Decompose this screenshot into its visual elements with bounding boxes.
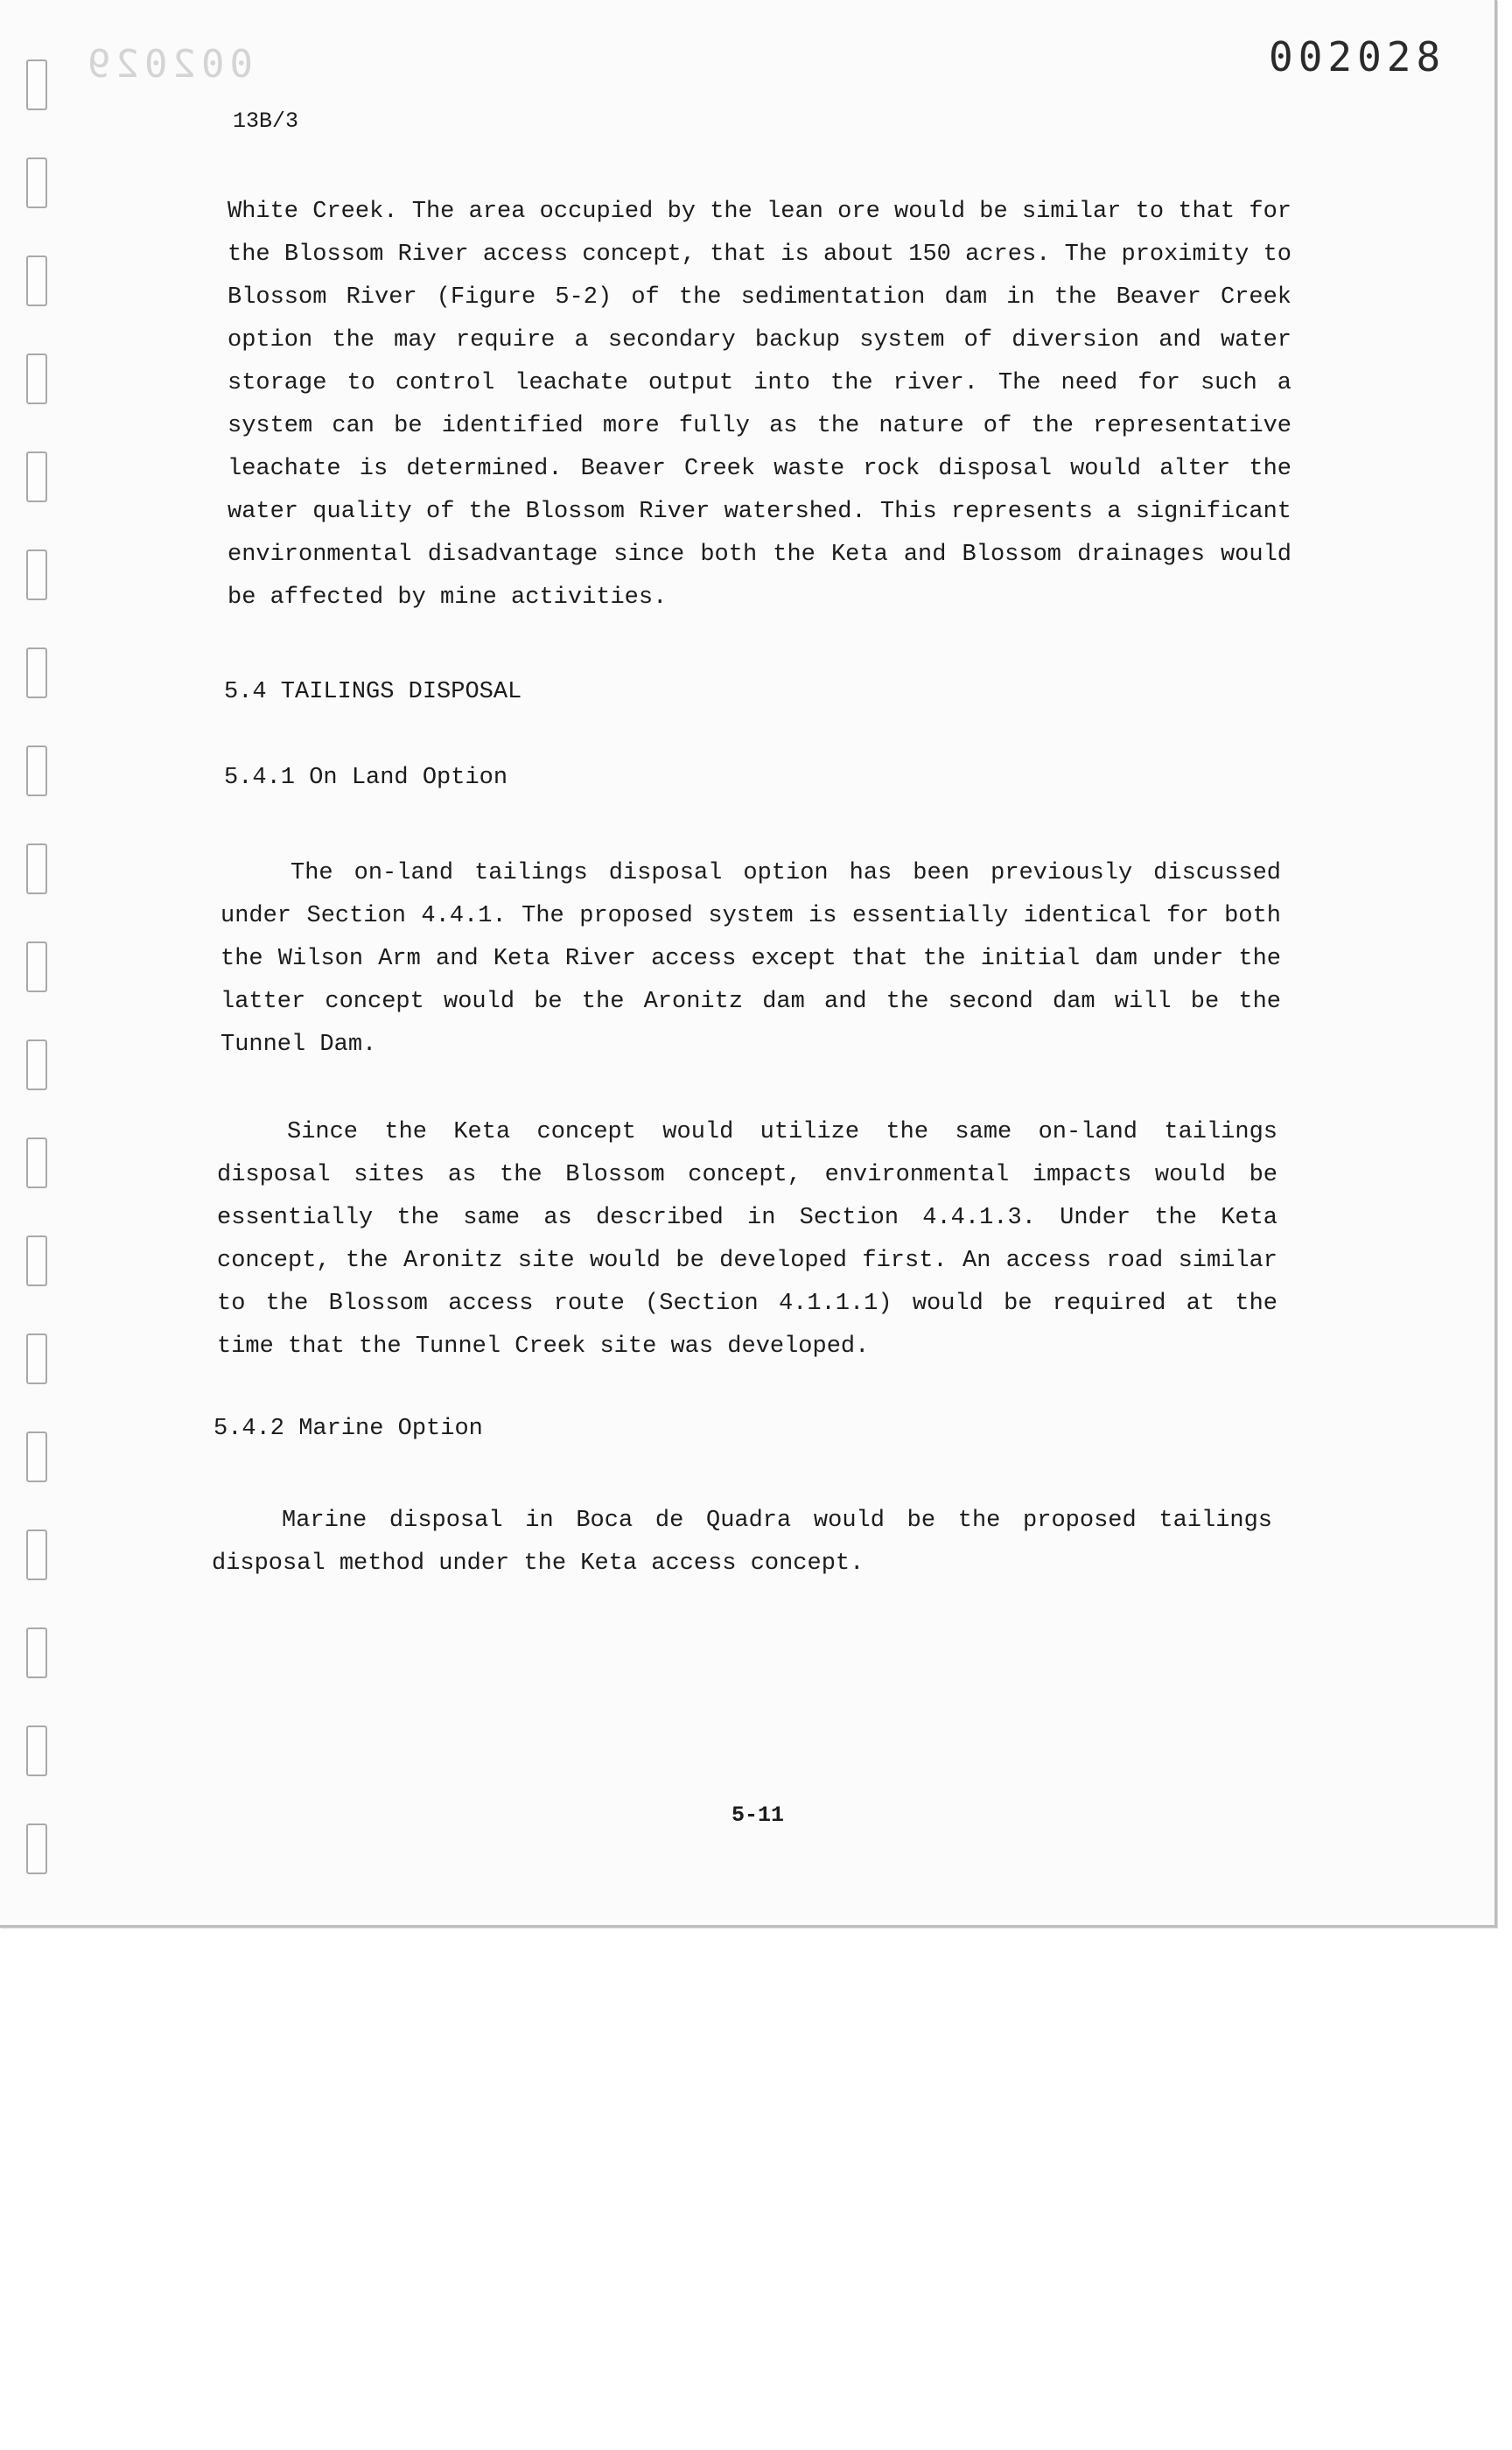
binder-hole: [26, 1138, 47, 1188]
binder-hole: [26, 550, 47, 600]
binder-hole: [26, 746, 47, 796]
binder-hole: [26, 844, 47, 894]
binder-hole: [26, 942, 47, 992]
section-code: 13B/3: [233, 108, 299, 134]
binder-hole: [26, 1530, 47, 1580]
page-number: 5-11: [732, 1802, 785, 1828]
binder-hole: [26, 1334, 47, 1384]
binder-hole: [26, 1628, 47, 1678]
binder-hole: [26, 648, 47, 698]
binder-hole: [26, 1824, 47, 1874]
paragraph-white-creek: White Creek. The area occupied by the lean ore would be similar to that for the Blossom River access concept, that is about 150 acres. The proximity to Blossom River (Figure 5-2) of the sedimentation dam in the Beaver Creek option the may require a secondary backup system of diversion and water storage to control leachate output into the river. The need for such a system can be identified more fully as the nature of the representative leachate is determined. Beaver Creek waste rock disposal would alter the water quality of the Blossom River watershed. This represents a significant environmental disadvantage since both the Keta and Blossom drainages would be affected by mine activities.: [228, 199, 1292, 611]
binder-hole: [26, 1726, 47, 1776]
binder-hole: [26, 1236, 47, 1286]
binder-hole: [26, 354, 47, 404]
binder-hole: [26, 256, 47, 306]
paragraph-on-land: The on-land tailings disposal option has been previously discussed under Section 4.4.1. The proposed system is essentially identical for both the Wilson Arm and Keta River access except that the initial dam under the latter concept would be the Aronitz dam and the second dam will be the Tunnel Dam.: [220, 860, 1281, 1058]
binder-hole: [26, 452, 47, 502]
heading-tailings-disposal: 5.4 TAILINGS DISPOSAL: [224, 679, 522, 705]
heading-on-land-option: 5.4.1 On Land Option: [224, 765, 508, 791]
bleed-through-number: 002029: [82, 42, 253, 87]
binder-hole: [26, 1432, 47, 1482]
binder-hole: [26, 60, 47, 110]
paragraph-keta-concept: Since the Keta concept would utilize the same on-land tailings disposal sites as the Blossom concept, environmental impacts would be essentially the same as described in Section 4.4.1.3. Under the Keta concept, the Aronitz site would be developed first. An access road similar to the Blossom access route (Section 4.1.1.1) would be required at the time that the Tunnel Creek site was developed.: [217, 1119, 1278, 1360]
binder-hole: [26, 158, 47, 208]
paragraph-marine-disposal: Marine disposal in Boca de Quadra would be the proposed tailings disposal method under the Keta access concept.: [212, 1508, 1272, 1577]
document-number-stamp: 002028: [1269, 33, 1446, 80]
heading-marine-option: 5.4.2 Marine Option: [214, 1416, 483, 1442]
binder-hole: [26, 1040, 47, 1090]
